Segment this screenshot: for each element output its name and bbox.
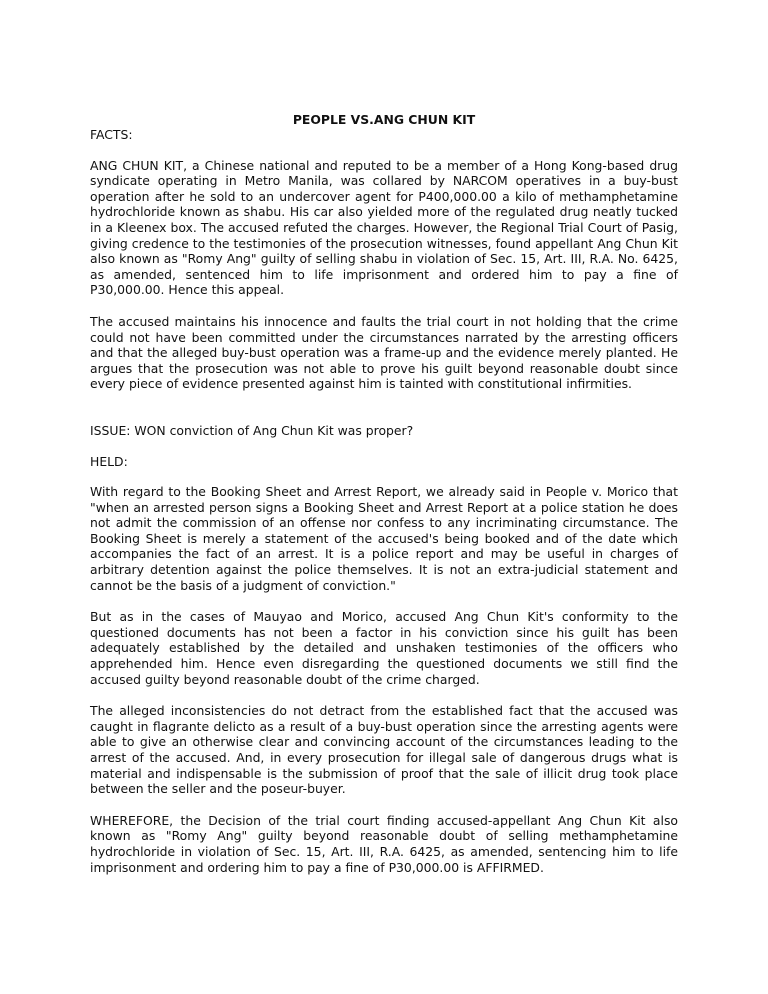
spacer — [90, 797, 678, 813]
spacer — [90, 439, 678, 454]
spacer — [90, 593, 678, 609]
issue-line: ISSUE: WON conviction of Ang Chun Kit was proper? — [90, 422, 414, 438]
facts-label: FACTS: — [90, 127, 133, 142]
spacer — [90, 392, 678, 423]
held-label: HELD: — [90, 453, 128, 469]
held-paragraph-2: But as in the cases of Mauyao and Morico, accused Ang Chun Kit's conformity to the questioned documents has not been a factor in his conviction since his guilt has been adequately established by the detailed and unshaken testimonies of the officers who apprehended him. Hence even disregarding the questioned documents we still find the accused guilty beyond reasonable doubt of the crime charged. — [90, 609, 678, 687]
spacer — [90, 298, 678, 314]
facts-paragraph-1: ANG CHUN KIT, a Chinese national and reputed to be a member of a Hong Kong-based drug syndicate operating in Metro Manila, was collared by NARCOM operatives in a buy-bust operation after he sold to an undercover agent for P400,000.00 a kilo of methamphetamine hydrochloride known as shabu. His car also yielded more of the regulated drug neatly tucked in a Kleenex box. The accused refuted the charges. However, the Regional Trial Court of Pasig, giving credence to the testimonies of the prosecution witnesses, found appellant Ang Chun Kit also known as "Romy Ang" guilty of selling shabu in violation of Sec. 15, Art. III, R.A. No. 6425, as amended, sentenced him to life imprisonment and ordered him to pay a fine of P30,000.00. Hence this appeal. — [90, 157, 678, 298]
held-paragraph-3: The alleged inconsistencies do not detract from the established fact that the accused was caught in flagrante delicto as a result of a buy-bust operation since the arresting agents were able to give an otherwise clear and convincing account of the circumstances leading to the arrest of the accused. And, in every prosecution for illegal sale of dangerous drugs what is material and indispensable is the submission of proof that the sale of illicit drug took place between the seller and the poseur-buyer. — [90, 703, 678, 797]
held-paragraph-1: With regard to the Booking Sheet and Arrest Report, we already said in People v. Morico that "when an arrested person signs a Booking Sheet and Arrest Report at a police station he does not admit the commission of an offense nor confess to any incriminating circumstance. The Booking Sheet is merely a statement of the accused's being booked and of the date which accompanies the fact of an arrest. It is a police report and may be useful in charges of arbitrary detention against the police themselves. It is not an extra-judicial statement and cannot be the basis of a judgment of conviction." — [90, 484, 678, 593]
spacer — [90, 143, 678, 158]
document-title: PEOPLE VS.ANG CHUN KIT — [292, 112, 476, 127]
facts-paragraph-2: The accused maintains his innocence and faults the trial court in not holding that the crime could not have been committed under the circumstances narrated by the arresting officers and that the alleged buy-bust operation was a frame-up and the evidence merely planted. He argues that the prosecution was not able to prove his guilt beyond reasonable doubt since every piece of evidence presented against him is tainted with constitutional infirmities. — [90, 313, 678, 392]
document-page — [90, 112, 678, 875]
held-paragraph-4: WHEREFORE, the Decision of the trial court finding accused-appellant Ang Chun Kit also known as "Romy Ang" guilty beyond reasonable doubt of selling methamphetamine hydrochloride in violation of Sec. 15, Art. III, R.A. 6425, as amended, sentencing him to life imprisonment and ordering him to pay a fine of P30,000.00 is AFFIRMED. — [90, 812, 678, 875]
spacer — [90, 687, 678, 703]
spacer — [90, 469, 678, 484]
